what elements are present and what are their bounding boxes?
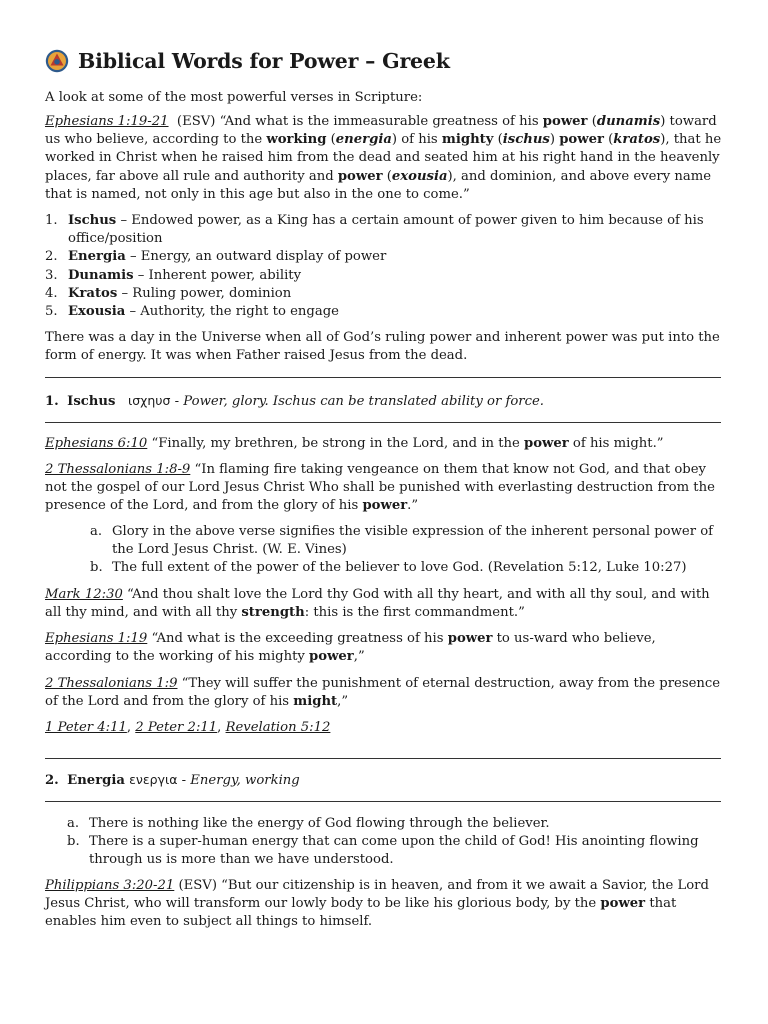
revelation-5-12-link[interactable]: Revelation 5:12 [225, 720, 331, 735]
section-1-notes [90, 523, 723, 578]
summary-text: There was a day in the Universe when all of God’s ruling power and inherent power was put into the form of energy. It was when Father raised Jesus from the dead. [45, 330, 720, 364]
philippians-3-20-link[interactable]: Philippians 3:20-21 [45, 878, 175, 893]
related-references: 1 Peter 4:11, 2 Peter 2:11, Revelation 5:12 [45, 720, 331, 735]
ephesians-1-19-link[interactable]: Ephesians 1:19-21 [45, 114, 169, 129]
list-item: 1. Ischus – Endowed power, as a King has a certain amount of power given to him because of his office/position [45, 213, 704, 247]
divider [45, 801, 721, 802]
ephesians-6-10-link[interactable]: Ephesians 6:10 [45, 436, 148, 451]
section-2-heading: 2. Energia ενεργια - Energy, working [45, 772, 300, 788]
ephesians-1-19-passage: Ephesians 1:19-21 (ESV) “And what is the immeasurable greatness of his power (dunamis) toward us who believe, according to the working (energia) of his mighty (ischus) power (kratos), that he worked in Christ when he raised him from the dead and seated him at his right hand in the heavenly places, far above all rule and authority and power (exousia), and dominion, and above every name that is named, not only in this age but also in the one to come.” [45, 114, 722, 202]
divider [45, 422, 721, 423]
mark-12-30-verse: Mark 12:30 “And thou shalt love the Lord thy God with all thy heart, and with all thy soul, and with all thy mind, and with all thy strength: this is the first commandment.” [45, 587, 710, 621]
thessalonians-1-8-verse: 2 Thessalonians 1:8-9 “In flaming fire taking vengeance on them that know not God, and that obey not the gospel of our Lord Jesus Christ Who shall be punished with everlasting destruction from the presence of the Lord, and from the glory of his power.” [45, 462, 715, 514]
page-title: Biblical Words for Power – Greek [78, 48, 450, 73]
list-item: b. There is a super-human energy that can come upon the child of God! His anointing flowing through us is more than we have understood. [67, 834, 699, 868]
list-item: 3. Dunamis – Inherent power, ability [45, 267, 302, 283]
divider [45, 377, 721, 378]
list-item: b. The full extent of the power of the believer to love God. (Revelation 5:12, Luke 10:27) [90, 560, 687, 576]
list-item: 2. Energia – Energy, an outward display of power [45, 249, 387, 265]
thessalonians-1-8-link[interactable]: 2 Thessalonians 1:8-9 [45, 462, 191, 477]
peter-4-11-link[interactable]: 1 Peter 4:11 [45, 720, 127, 735]
ephesians-1-19b-link[interactable]: Ephesians 1:19 [45, 631, 148, 646]
list-item: 5. Exousia – Authority, the right to engage [45, 304, 339, 320]
ephesians-1-19-verse: Ephesians 1:19 “And what is the exceeding greatness of his power to us-ward who believe, according to the working of his mighty power,” [45, 631, 656, 665]
thessalonians-1-9-link[interactable]: 2 Thessalonians 1:9 [45, 676, 178, 691]
list-item: a. Glory in the above verse signifies the visible expression of the inherent personal power of the Lord Jesus Christ. (W. E. Vines) [90, 524, 714, 558]
ephesians-6-10-verse: Ephesians 6:10 “Finally, my brethren, be strong in the Lord, and in the power of his might.” [45, 436, 664, 451]
list-item: a. There is nothing like the energy of God flowing through the believer. [67, 816, 550, 831]
intro-text: A look at some of the most powerful verses in Scripture: [45, 90, 423, 105]
section-1-heading: 1. Ischus ισχηυσ - Power, glory. Ischus can be translated ability or force. [45, 393, 544, 409]
title-row [45, 46, 450, 76]
peter-2-11-link[interactable]: 2 Peter 2:11 [135, 720, 218, 735]
ministry-logo-icon [45, 49, 69, 73]
greek-words-list [45, 212, 723, 321]
section-2-notes [67, 815, 723, 870]
mark-12-30-link[interactable]: Mark 12:30 [45, 587, 123, 602]
list-item: 4. Kratos – Ruling power, dominion [45, 285, 292, 301]
thessalonians-1-9-verse: 2 Thessalonians 1:9 “They will suffer the punishment of eternal destruction, away from the presence of the Lord and from the glory of his might,” [45, 676, 721, 710]
divider [45, 758, 721, 759]
philippians-3-20-verse: Philippians 3:20-21 (ESV) “But our citizenship is in heaven, and from it we await a Savior, the Lord Jesus Christ, who will transform our lowly body to be like his glorious body, by the power that enables him even to subject all things to himself. [45, 878, 709, 930]
